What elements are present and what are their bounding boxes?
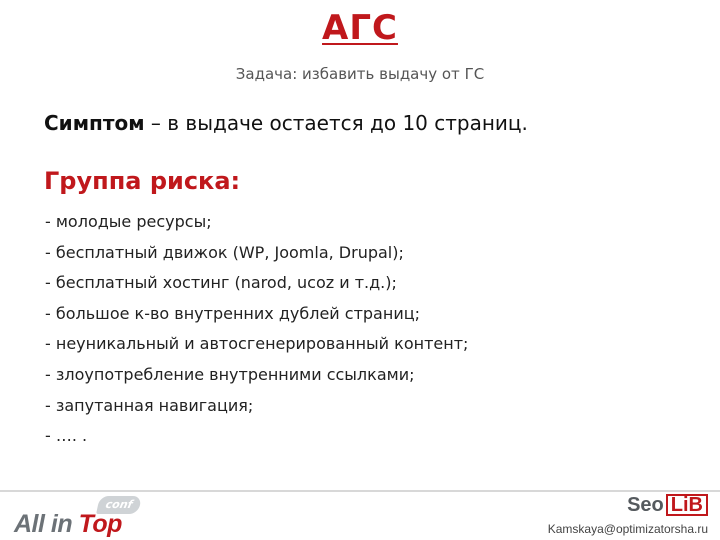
risk-item: - …. . (45, 426, 88, 446)
seolib-wordmark (627, 494, 708, 517)
author-email: Kamskaya@optimizatorsha.ru (547, 522, 708, 536)
symptom-line (44, 111, 528, 135)
risk-item: - неуникальный и автосгенерированный контент; (45, 334, 469, 354)
all-in-top-logo (10, 496, 180, 538)
risk-item: - злоупотребление внутренними ссылками; (45, 364, 415, 384)
conf-badge: conf (96, 496, 142, 514)
seo-text: Seo (627, 494, 664, 516)
risk-item: - бесплатный хостинг (narod, ucoz и т.д.); (45, 273, 397, 293)
top-text: Top (78, 510, 122, 538)
slide-subtitle: Задача: избавить выдачу от ГС (235, 65, 485, 83)
seolib-logo (547, 494, 708, 538)
all-in-top-wordmark (14, 510, 122, 539)
footer-divider (0, 490, 720, 492)
lib-text: LiB (666, 494, 708, 516)
symptom-label: Симптом (44, 111, 145, 135)
slide-title (0, 8, 720, 48)
risk-item: - молодые ресурсы; (45, 212, 212, 231)
risk-group-list (45, 207, 468, 452)
risk-item: - бесплатный движок (WP, Joomla, Drupal); (45, 242, 404, 262)
risk-group-heading: Группа риска: (44, 167, 241, 195)
symptom-text: – в выдаче остается до 10 страниц. (144, 111, 528, 135)
risk-item: - большое к-во внутренних дублей страниц; (45, 303, 420, 323)
risk-item: - запутанная навигация; (45, 395, 254, 415)
slide-title-text: АГС (322, 8, 398, 48)
all-in-text: All in (14, 510, 79, 538)
